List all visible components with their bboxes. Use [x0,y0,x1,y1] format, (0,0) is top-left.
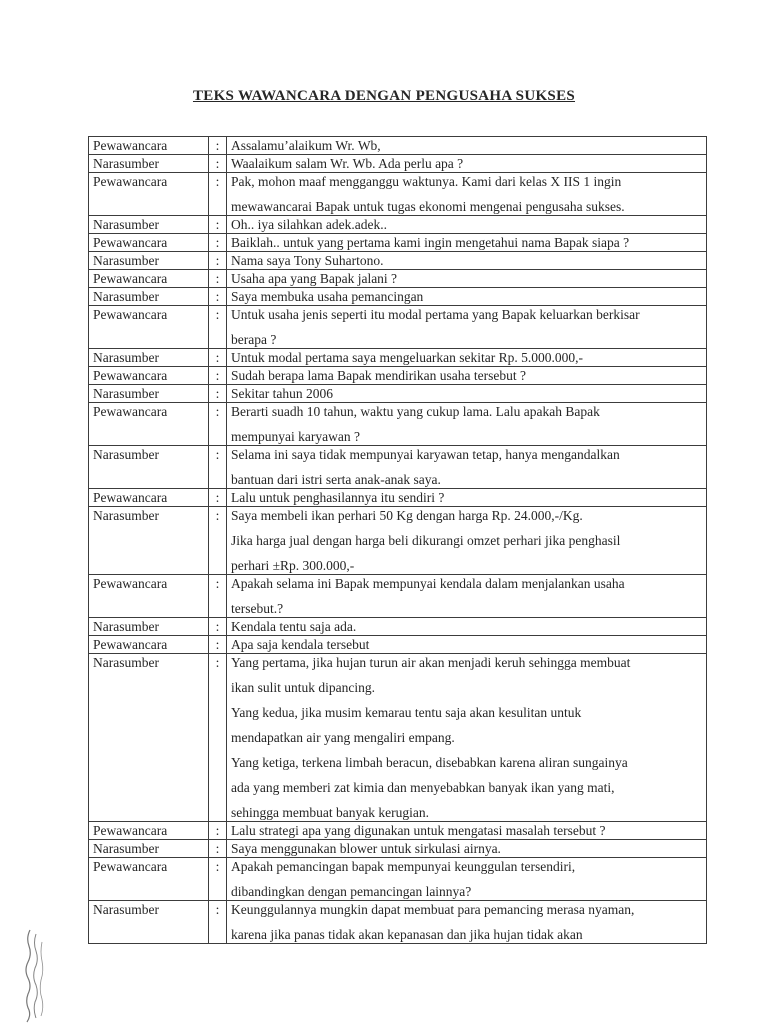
dialogue-line: Sudah berapa lama Bapak mendirikan usaha tersebut ? [231,368,527,383]
dialogue-line: bantuan dari istri serta anak-anak saya. [231,472,441,487]
dialogue-line: Assalamu’alaikum Wr. Wb, [231,138,381,153]
separator-cell: : [209,618,227,636]
dialogue-line: Sekitar tahun 2006 [231,386,333,401]
dialogue-line: mendapatkan air yang mengaliri empang. [231,730,455,745]
dialogue-cell [227,507,707,575]
table-row [89,858,707,901]
dialogue-cell [227,252,707,270]
separator-cell: : [209,901,227,944]
table-row [89,234,707,252]
separator-cell: : [209,173,227,216]
dialogue-line: Apa saja kendala tersebut [231,637,370,652]
dialogue-cell [227,288,707,306]
speaker-cell: Narasumber [89,654,209,822]
speaker-cell: Narasumber [89,252,209,270]
dialogue-cell [227,270,707,288]
separator-cell: : [209,636,227,654]
separator-cell: : [209,822,227,840]
dialogue-cell [227,155,707,173]
dialogue-line: Saya menggunakan blower untuk sirkulasi airnya. [231,841,501,856]
separator-cell: : [209,858,227,901]
speaker-cell: Pewawancara [89,234,209,252]
dialogue-line: ada yang memberi zat kimia dan menyebabkan banyak ikan yang mati, [231,780,615,795]
table-row [89,288,707,306]
table-row [89,618,707,636]
page-title: TEKS WAWANCARA DENGAN PENGUSAHA SUKSES [192,88,576,104]
dialogue-line: Pak, mohon maaf mengganggu waktunya. Kami dari kelas X IIS 1 ingin [231,174,622,189]
dialogue-line: Saya membuka usaha pemancingan [231,289,424,304]
dialogue-line: Kendala tentu saja ada. [231,619,357,634]
separator-cell: : [209,446,227,489]
separator-cell: : [209,575,227,618]
table-row [89,822,707,840]
speaker-cell: Narasumber [89,840,209,858]
speaker-cell: Pewawancara [89,306,209,349]
speaker-cell: Narasumber [89,216,209,234]
speaker-cell: Narasumber [89,385,209,403]
dialogue-cell [227,349,707,367]
dialogue-line: Lalu strategi apa yang digunakan untuk mengatasi masalah tersebut ? [231,823,606,838]
dialogue-cell [227,654,707,822]
separator-cell: : [209,306,227,349]
speaker-cell: Narasumber [89,446,209,489]
dialogue-cell [227,367,707,385]
speaker-cell: Pewawancara [89,575,209,618]
table-row [89,137,707,155]
interview-table-body [89,137,707,944]
separator-cell: : [209,367,227,385]
dialogue-line: ikan sulit untuk dipancing. [231,680,375,695]
dialogue-line: Selama ini saya tidak mempunyai karyawan tetap, hanya mengandalkan [231,447,620,462]
speaker-cell: Narasumber [89,901,209,944]
dialogue-cell [227,216,707,234]
dialogue-line: Apakah selama ini Bapak mempunyai kendala dalam menjalankan usaha [231,576,625,591]
speaker-cell: Narasumber [89,349,209,367]
dialogue-line: Untuk usaha jenis seperti itu modal pertama yang Bapak keluarkan berkisar [231,307,640,322]
dialogue-cell [227,636,707,654]
table-row [89,654,707,822]
speaker-cell: Narasumber [89,155,209,173]
dialogue-cell [227,446,707,489]
dialogue-line: Yang kedua, jika musim kemarau tentu saja akan kesulitan untuk [231,705,582,720]
dialogue-cell [227,901,707,944]
dialogue-cell [227,618,707,636]
dialogue-line: Apakah pemancingan bapak mempunyai keunggulan tersendiri, [231,859,576,874]
dialogue-line: Oh.. iya silahkan adek.adek.. [231,217,387,232]
dialogue-line: Nama saya Tony Suhartono. [231,253,384,268]
separator-cell: : [209,349,227,367]
speaker-cell: Pewawancara [89,822,209,840]
table-row [89,901,707,944]
table-row [89,507,707,575]
separator-cell: : [209,489,227,507]
interview-table [88,136,707,944]
table-row [89,575,707,618]
dialogue-line: Berarti suadh 10 tahun, waktu yang cukup lama. Lalu apakah Bapak [231,404,600,419]
table-row [89,252,707,270]
table-row [89,306,707,349]
dialogue-line: Baiklah.. untuk yang pertama kami ingin mengetahui nama Bapak siapa ? [231,235,630,250]
table-row [89,385,707,403]
dialogue-cell [227,489,707,507]
table-row [89,155,707,173]
separator-cell: : [209,288,227,306]
table-row [89,636,707,654]
dialogue-line: berapa ? [231,332,277,347]
dialogue-cell [227,306,707,349]
speaker-cell: Pewawancara [89,367,209,385]
dialogue-line: perhari ±Rp. 300.000,- [231,558,355,573]
dialogue-cell [227,137,707,155]
dialogue-cell [227,234,707,252]
dialogue-line: karena jika panas tidak akan kepanasan dan jika hujan tidak akan [231,927,583,942]
table-row [89,446,707,489]
table-row [89,173,707,216]
table-row [89,840,707,858]
dialogue-line: Keunggulannya mungkin dapat membuat para pemancing merasa nyaman, [231,902,635,917]
speaker-cell: Pewawancara [89,137,209,155]
dialogue-line: Yang pertama, jika hujan turun air akan menjadi keruh sehingga membuat [231,655,631,670]
table-row [89,367,707,385]
separator-cell: : [209,252,227,270]
speaker-cell: Narasumber [89,507,209,575]
separator-cell: : [209,840,227,858]
dialogue-line: mewawancarai Bapak untuk tugas ekonomi mengenai pengusaha sukses. [231,199,625,214]
dialogue-line: sehingga membuat banyak kerugian. [231,805,429,820]
speaker-cell: Pewawancara [89,636,209,654]
separator-cell: : [209,385,227,403]
dialogue-cell [227,403,707,446]
dialogue-cell [227,173,707,216]
dialogue-line: Saya membeli ikan perhari 50 Kg dengan harga Rp. 24.000,-/Kg. [231,508,583,523]
speaker-cell: Narasumber [89,288,209,306]
dialogue-line: Yang ketiga, terkena limbah beracun, disebabkan karena aliran sungainya [231,755,628,770]
dialogue-line: Lalu untuk penghasilannya itu sendiri ? [231,490,445,505]
separator-cell: : [209,155,227,173]
table-row [89,270,707,288]
scan-artifact [20,928,54,1024]
speaker-cell: Pewawancara [89,270,209,288]
dialogue-cell [227,385,707,403]
separator-cell: : [209,270,227,288]
dialogue-line: Jika harga jual dengan harga beli dikurangi omzet perhari jika penghasil [231,533,621,548]
dialogue-line: Waalaikum salam Wr. Wb. Ada perlu apa ? [231,156,464,171]
speaker-cell: Pewawancara [89,403,209,446]
separator-cell: : [209,137,227,155]
dialogue-line: tersebut.? [231,601,284,616]
separator-cell: : [209,234,227,252]
speaker-cell: Narasumber [89,618,209,636]
dialogue-line: Usaha apa yang Bapak jalani ? [231,271,398,286]
dialogue-line: Untuk modal pertama saya mengeluarkan sekitar Rp. 5.000.000,- [231,350,584,365]
table-row [89,489,707,507]
separator-cell: : [209,403,227,446]
separator-cell: : [209,654,227,822]
speaker-cell: Pewawancara [89,489,209,507]
separator-cell: : [209,507,227,575]
speaker-cell: Pewawancara [89,858,209,901]
dialogue-line: mempunyai karyawan ? [231,429,360,444]
table-row [89,349,707,367]
table-row [89,216,707,234]
dialogue-cell [227,822,707,840]
dialogue-cell [227,840,707,858]
speaker-cell: Pewawancara [89,173,209,216]
table-row [89,403,707,446]
dialogue-cell [227,575,707,618]
separator-cell: : [209,216,227,234]
dialogue-line: dibandingkan dengan pemancingan lainnya? [231,884,472,899]
dialogue-cell [227,858,707,901]
